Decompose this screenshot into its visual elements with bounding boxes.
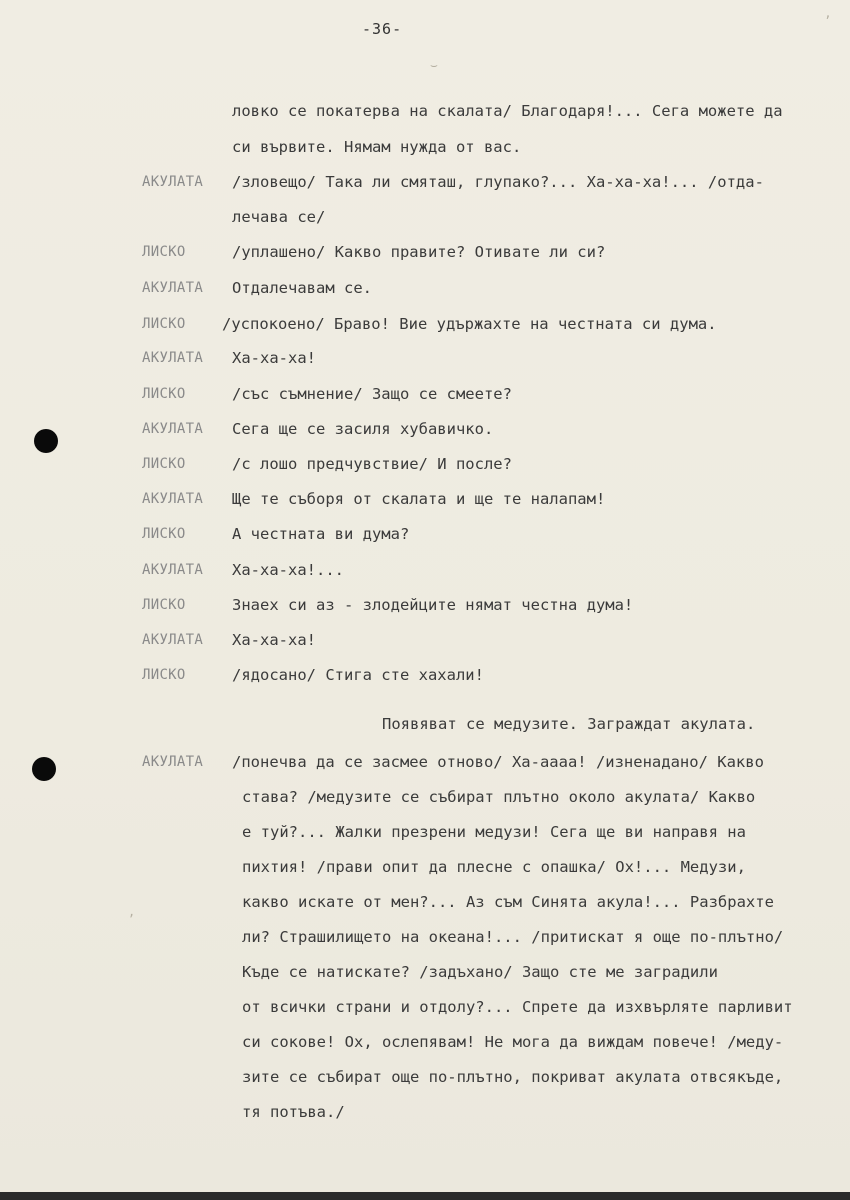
speaker-name: АКУЛАТА bbox=[142, 491, 204, 507]
speaker-name: ЛИСКО bbox=[142, 526, 186, 542]
speaker-name: АКУЛАТА bbox=[142, 562, 204, 578]
speaker-name: ЛИСКО bbox=[142, 667, 186, 683]
stray-mark: ⌣ bbox=[430, 58, 438, 72]
speech-line: пихтия! /прави опит да плесне с опашка/ Ох!... Медузи, bbox=[242, 858, 746, 876]
speaker-name: АКУЛАТА bbox=[142, 421, 204, 437]
dialogue-line: Ха-ха-ха! bbox=[232, 349, 316, 367]
stray-mark: , bbox=[128, 905, 136, 919]
speech-line: /понечва да се засмее отново/ Ха-аааа! /изненадано/ Какво bbox=[232, 753, 764, 771]
stray-mark: ʼ bbox=[824, 14, 832, 28]
dialogue-line: /уплашено/ Какво правите? Отивате ли си? bbox=[232, 243, 606, 261]
stage-direction: Появяват се медузите. Заграждат акулата. bbox=[382, 715, 756, 733]
dialogue-line: /ядосано/ Стига сте хахали! bbox=[232, 666, 484, 684]
speaker-name: АКУЛАТА bbox=[142, 280, 204, 296]
speaker-name: ЛИСКО bbox=[142, 316, 186, 332]
punch-hole-bottom bbox=[32, 757, 56, 781]
speaker-name: ЛИСКО bbox=[142, 386, 186, 402]
speech-line: Къде се натискате? /задъхано/ Защо сте ме заградили bbox=[242, 963, 718, 981]
dialogue-line: Сега ще се засиля хубавичко. bbox=[232, 420, 494, 438]
dialogue-line: Знаех си аз - злодейците нямат честна дума! bbox=[232, 596, 634, 614]
speaker-name: АКУЛАТА bbox=[142, 754, 204, 770]
speech-line: какво искате от мен?... Аз съм Синята акула!... Разбрахте bbox=[242, 893, 774, 911]
speaker-name: ЛИСКО bbox=[142, 244, 186, 260]
dialogue-line: /успокоено/ Браво! Вие удържахте на честната си дума. bbox=[222, 315, 717, 333]
page-bottom-edge bbox=[0, 1192, 850, 1200]
dialogue-line: /със съмнение/ Защо се смеете? bbox=[232, 385, 512, 403]
speech-line: зите се събират още по-плътно, покриват акулата отвсякъде, bbox=[242, 1068, 784, 1086]
dialogue-line: /зловещо/ Така ли смяташ, глупако?... Ха-ха-ха!... /отда- bbox=[232, 173, 764, 191]
dialogue-line: си вървите. Нямам нужда от вас. bbox=[232, 138, 522, 156]
speech-line: от всички страни и отдолу?... Спрете да изхвърляте парливит bbox=[242, 998, 793, 1016]
dialogue-line: А честната ви дума? bbox=[232, 525, 410, 543]
speaker-name: АКУЛАТА bbox=[142, 632, 204, 648]
speech-line: е туй?... Жалки презрени медузи! Сега ще ви направя на bbox=[242, 823, 746, 841]
speaker-name: АКУЛАТА bbox=[142, 350, 204, 366]
dialogue-line: /с лошо предчувствие/ И после? bbox=[232, 455, 512, 473]
dialogue-line: Ха-ха-ха!... bbox=[232, 561, 344, 579]
speaker-name: ЛИСКО bbox=[142, 456, 186, 472]
dialogue-line: ловко се покатерва на скалата/ Благодаря!... Сега можете да bbox=[232, 102, 783, 120]
punch-hole-top bbox=[34, 429, 58, 453]
dialogue-line: Отдалечавам се. bbox=[232, 279, 372, 297]
dialogue-line: лечава се/ bbox=[232, 208, 326, 226]
speaker-name: АКУЛАТА bbox=[142, 174, 204, 190]
speech-line: става? /медузите се събират плътно около акулата/ Какво bbox=[242, 788, 756, 806]
dialogue-line: Ха-ха-ха! bbox=[232, 631, 316, 649]
speech-line: си сокове! Ох, ослепявам! Не мога да виждам повече! /меду- bbox=[242, 1033, 784, 1051]
speaker-name: ЛИСКО bbox=[142, 597, 186, 613]
speech-line: ли? Страшилището на океана!... /притискат я още по-плътно/ bbox=[242, 928, 784, 946]
dialogue-line: Ще те съборя от скалата и ще те налапам! bbox=[232, 490, 606, 508]
page-number: -36- bbox=[362, 20, 403, 38]
speech-line: тя потъва./ bbox=[242, 1103, 345, 1121]
